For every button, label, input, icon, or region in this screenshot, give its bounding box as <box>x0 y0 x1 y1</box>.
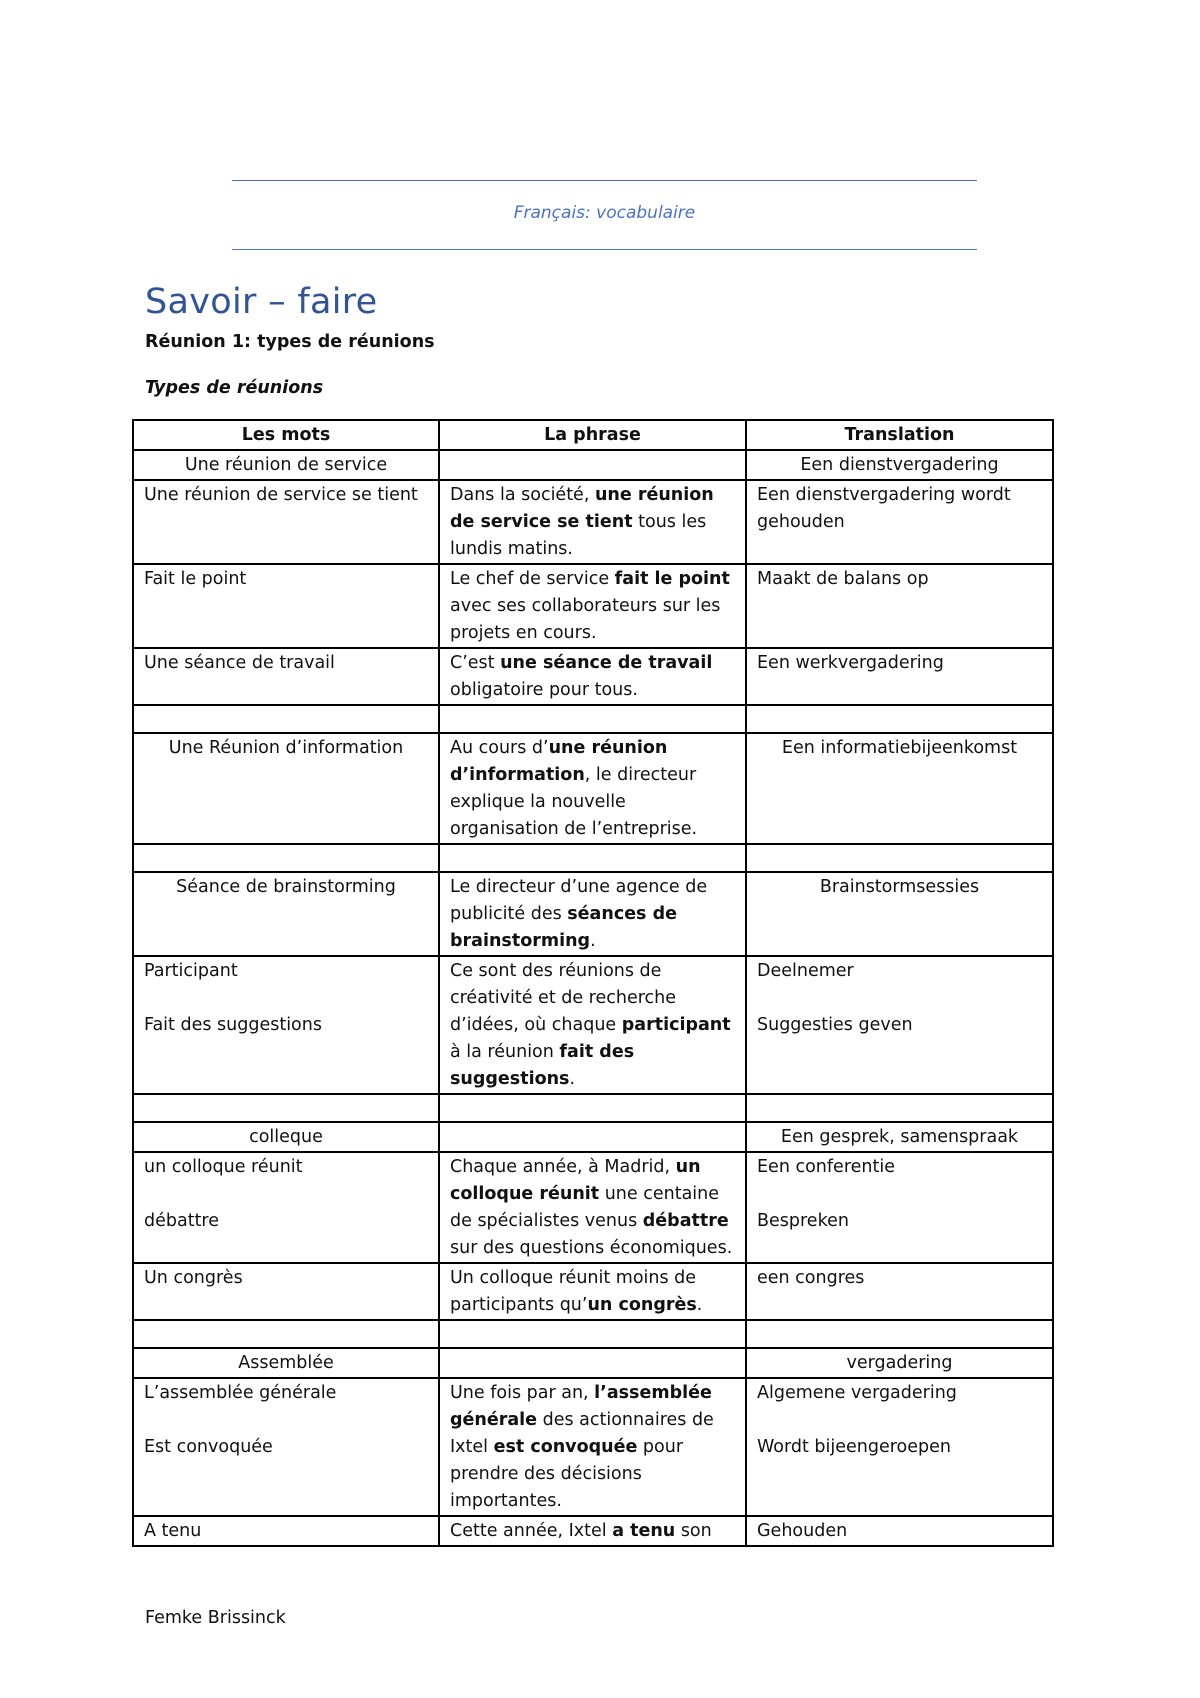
sentence-cell <box>439 450 746 480</box>
section-title: Types de réunions <box>145 378 324 398</box>
table-row <box>133 733 1053 844</box>
sentence-cell <box>439 1122 746 1152</box>
word-cell: colleque <box>133 1122 439 1152</box>
word-cell: Une Réunion d’information <box>133 733 439 844</box>
sentence-cell: Au cours d’une réunion d’information, le directeur explique la nouvelle organisation de l’entreprise. <box>439 733 746 844</box>
table-header-row <box>133 420 1053 450</box>
translation-cell: Een conferentie Bespreken <box>746 1152 1053 1263</box>
word-cell: Une réunion de service se tient <box>133 480 439 564</box>
translation-cell: Een gesprek, samenspraak <box>746 1122 1053 1152</box>
table-row <box>133 564 1053 648</box>
table-row <box>133 648 1053 705</box>
sentence-cell: Dans la société, une réunion de service se tient tous les lundis matins. <box>439 480 746 564</box>
word-cell: Participant Fait des suggestions <box>133 956 439 1094</box>
translation-cell: Maakt de balans op <box>746 564 1053 648</box>
table-row <box>133 1263 1053 1320</box>
table-row <box>133 1516 1053 1546</box>
column-header-sentence: La phrase <box>439 420 746 450</box>
sentence-cell <box>439 1348 746 1378</box>
table-row <box>133 1348 1053 1378</box>
table-row <box>133 1378 1053 1516</box>
sentence-cell: Le directeur d’une agence de publicité des séances de brainstorming. <box>439 872 746 956</box>
sentence-cell: Cette année, Ixtel a tenu son <box>439 1516 746 1546</box>
header-rule-top <box>232 180 977 181</box>
page-title: Savoir – faire <box>145 282 378 322</box>
table-row <box>133 956 1053 1094</box>
translation-cell: Een werkvergadering <box>746 648 1053 705</box>
table-row <box>133 450 1053 480</box>
header-rule-bottom <box>232 249 977 250</box>
translation-cell: Gehouden <box>746 1516 1053 1546</box>
word-cell: un colloque réunit débattre <box>133 1152 439 1263</box>
translation-cell: Brainstormsessies <box>746 872 1053 956</box>
table-row <box>133 1122 1053 1152</box>
column-header-translation: Translation <box>746 420 1053 450</box>
translation-cell: Een informatiebijeenkomst <box>746 733 1053 844</box>
word-cell: Fait le point <box>133 564 439 648</box>
sentence-cell: C’est une séance de travail obligatoire pour tous. <box>439 648 746 705</box>
translation-cell: Deelnemer Suggesties geven <box>746 956 1053 1094</box>
column-header-words: Les mots <box>133 420 439 450</box>
footer-author: Femke Brissinck <box>145 1608 286 1628</box>
translation-cell: een congres <box>746 1263 1053 1320</box>
vocabulary-table <box>132 419 1054 1547</box>
word-cell: Un congrès <box>133 1263 439 1320</box>
sentence-cell: Une fois par an, l’assemblée générale des actionnaires de Ixtel est convoquée pour prendre des décisions importantes. <box>439 1378 746 1516</box>
empty-row <box>133 1320 1053 1348</box>
sentence-cell: Un colloque réunit moins de participants qu’un congrès. <box>439 1263 746 1320</box>
document-header: Français: vocabulaire <box>513 203 696 223</box>
translation-cell: vergadering <box>746 1348 1053 1378</box>
translation-cell: Een dienstvergadering <box>746 450 1053 480</box>
word-cell: Séance de brainstorming <box>133 872 439 956</box>
table-row <box>133 872 1053 956</box>
table-row <box>133 1152 1053 1263</box>
translation-cell: Algemene vergadering Wordt bijeengeroepen <box>746 1378 1053 1516</box>
subtitle: Réunion 1: types de réunions <box>145 332 435 352</box>
word-cell: Une réunion de service <box>133 450 439 480</box>
word-cell: A tenu <box>133 1516 439 1546</box>
word-cell: Assemblée <box>133 1348 439 1378</box>
word-cell: L’assemblée générale Est convoquée <box>133 1378 439 1516</box>
empty-row <box>133 844 1053 872</box>
word-cell: Une séance de travail <box>133 648 439 705</box>
empty-row <box>133 705 1053 733</box>
sentence-cell: Le chef de service fait le point avec ses collaborateurs sur les projets en cours. <box>439 564 746 648</box>
empty-row <box>133 1094 1053 1122</box>
sentence-cell: Ce sont des réunions de créativité et de recherche d’idées, où chaque participant à la réunion fait des suggestions. <box>439 956 746 1094</box>
translation-cell: Een dienstvergadering wordt gehouden <box>746 480 1053 564</box>
sentence-cell: Chaque année, à Madrid, un colloque réunit une centaine de spécialistes venus débattre sur des questions économiques. <box>439 1152 746 1263</box>
table-row <box>133 480 1053 564</box>
